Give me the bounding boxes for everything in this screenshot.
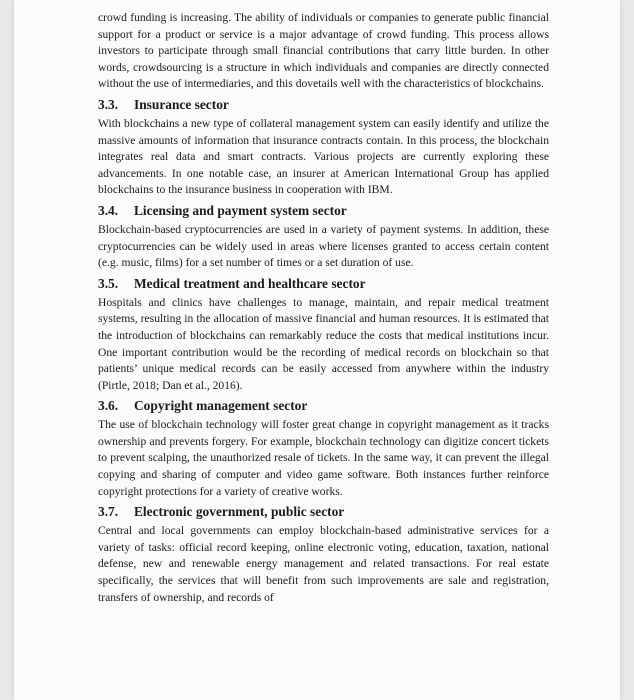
section-title: Copyright management sector (134, 398, 308, 414)
section-title: Licensing and payment system sector (134, 202, 347, 218)
section-heading-3-3 (98, 96, 549, 114)
section-title: Insurance sector (134, 96, 229, 112)
section-body-3-6: The use of blockchain technology will foster great change in copyright management as it tracks ownership and prevents forgery. For example, blockchain technology can digitize concert tickets to prevent scalping, the unauthorized resale of tickets. In the same way, it can prevent the illegal copying and sharing of computer and video game software. Both instances further reinforce copyright protections for a variety of creative works. (98, 418, 549, 498)
section-heading-3-5 (98, 275, 549, 293)
section-number: 3.5. (98, 275, 119, 291)
document-page (14, 0, 620, 700)
intro-paragraph: crowd funding is increasing. The ability of individuals or companies to generate public financial support for a product or service is a major advantage of crowd funding. This process allows investors to participate through small financial contributions that carry little burden. In other words, crowdsourcing is a structure in which individuals and companies are directly connected without the use of intermediaries, and this dovetails well with the characteristics of blockchains. (98, 11, 549, 91)
section-number: 3.3. (98, 96, 119, 112)
section-body-3-3: With blockchains a new type of collateral management system can easily identify and utilize the massive amounts of information that insurance contracts contain. In this process, the blockchain integrates real data and smart contracts. Various projects are currently exploring these advancements. In one notable case, an insurer at American International Group has applied blockchains to the insurance business in cooperation with IBM. (98, 116, 549, 197)
section-heading-3-4 (98, 202, 549, 220)
section-body-3-4: Blockchain-based cryptocurrencies are used in a variety of payment systems. In addition, these cryptocurrencies can be widely used in areas where licenses granted to access certain content (e.g. music, films) for a set number of times or a set duration of use. (98, 222, 549, 270)
section-number: 3.7. (98, 504, 119, 520)
section-heading-3-6 (98, 397, 549, 415)
section-body-3-5: Hospitals and clinics have challenges to manage, maintain, and repair medical treatment systems, resulting in the allocation of massive financial and human resources. It is estimated that the introduction of blockchains can remarkably reduce the costs that medical institutions incur. One important contribution would be the recording of medical records on blockchain so that patients’ unique medical records can be easily accessed from anywhere within the industry (Pirtle, 2018; Dan et al., 2016). (98, 295, 549, 392)
page-content (98, 10, 549, 606)
section-body-3-7: Central and local governments can employ blockchain-based administrative services for a variety of tasks: official record keeping, online electronic voting, education, taxation, national defense, new and renewable energy management and related transactions. For real estate specifically, the services that will benefit from such improvements are sale and registration, transfers of ownership, and records of (98, 524, 549, 604)
section-title: Medical treatment and healthcare sector (134, 275, 366, 291)
section-heading-3-7 (98, 503, 549, 521)
section-number: 3.4. (98, 202, 119, 218)
section-title: Electronic government, public sector (134, 504, 345, 520)
section-number: 3.6. (98, 398, 119, 414)
